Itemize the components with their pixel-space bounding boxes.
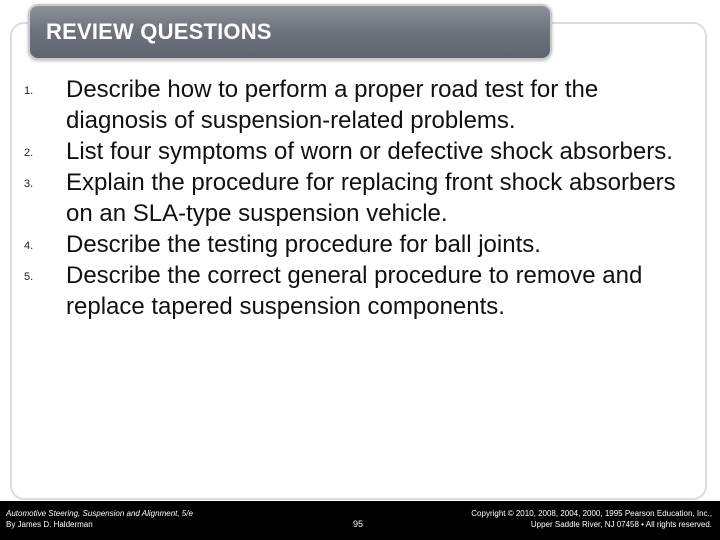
question-number: 5. xyxy=(24,271,34,283)
question-list xyxy=(0,74,720,322)
question-item xyxy=(0,260,720,322)
question-text: Describe the testing procedure for ball joints. xyxy=(66,231,541,258)
question-item xyxy=(0,136,720,167)
question-text: Describe the correct general procedure to remove and replace tapered suspension components. xyxy=(66,262,643,320)
question-item xyxy=(0,229,720,260)
footer-book-title: Automotive Steering, Suspension and Alignment, 5/e xyxy=(6,509,193,518)
question-text: Explain the procedure for replacing front shock absorbers on an SLA-type suspension vehicle. xyxy=(66,169,676,227)
question-text: List four symptoms of worn or defective shock absorbers. xyxy=(66,138,673,165)
footer-author: By James D. Halderman xyxy=(6,520,93,529)
question-number: 1. xyxy=(24,85,34,97)
question-text: Describe how to perform a proper road test for the diagnosis of suspension-related problems. xyxy=(66,76,599,134)
page-number: 95 xyxy=(353,519,364,529)
question-number: 2. xyxy=(24,147,34,159)
question-number: 4. xyxy=(24,240,34,252)
copyright-line-1: Copyright © 2010, 2008, 2004, 2000, 1995 Pearson Education, Inc., xyxy=(471,509,712,518)
footer-book-info xyxy=(6,508,193,530)
question-item xyxy=(0,74,720,136)
slide-title: REVIEW QUESTIONS xyxy=(46,19,272,44)
footer-copyright xyxy=(471,508,712,530)
question-number: 3. xyxy=(24,178,34,190)
title-bar xyxy=(28,4,552,60)
question-item xyxy=(0,167,720,229)
footer-bar xyxy=(0,501,720,540)
copyright-line-2: Upper Saddle River, NJ 07458 • All rights reserved. xyxy=(530,520,712,529)
